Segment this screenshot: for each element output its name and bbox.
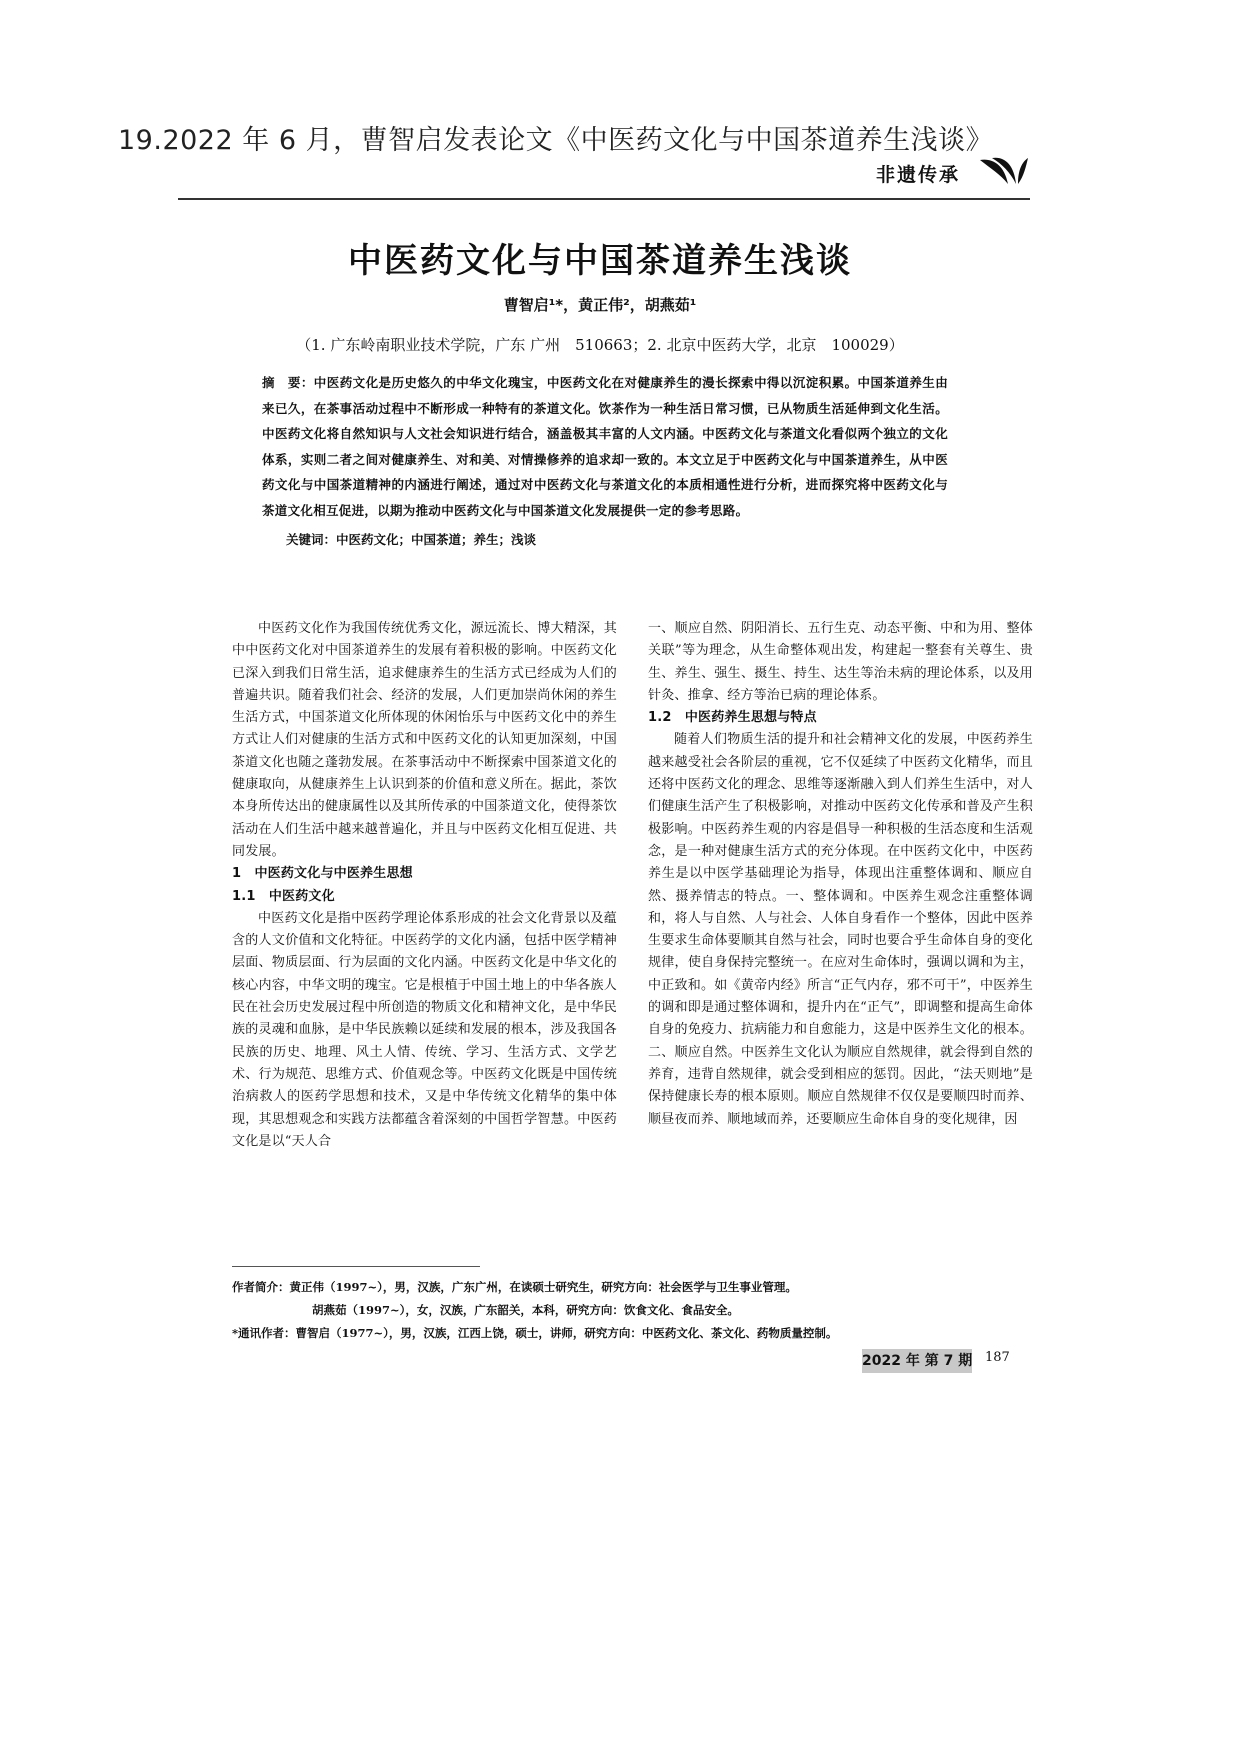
article-affiliation: （1. 广东岭南职业技术学院，广东 广州 510663；2. 北京中医药大学，北京 100029） xyxy=(296,336,904,354)
issue-label: 2022 年 第 7 期 xyxy=(862,1349,972,1373)
footnote-author-2: 胡燕茹（1997~），女，汉族，广东韶关，本科，研究方向：饮食文化、食品安全。 xyxy=(312,1303,739,1317)
section-heading-1-2: 1.2 中医药养生思想与特点 xyxy=(648,710,817,726)
tcm-culture-paragraph: 中医药文化是指中医药学理论体系形成的社会文化背景以及蕴含的人文价值和文化特征。中医药学的文化内涵，包括中医学精神层面、物质层面、行为层面的文化内涵。中医药文化是中华文化的核心内容，中华文明的瑰宝。它是根植于中国土地上的中华各族人民在社会历史发展过程中所创造的物质文化和精神文化，是中华民族的灵魂和血脉，是中华民族赖以延续和发展的根本，涉及我国各民族的历史、地理、风土人情、传统、学习、生活方式、文学艺术、行为规范、思维方式、价值观念等。中医药文化既是中国传统治病救人的医药学思想和技术，又是中华传统文化精华的集中体现，其思想观念和实践方法都蕴含着深刻的中国哲学智慧。中医药文化是以“天人合 xyxy=(232,910,617,1149)
health-preservation-paragraph: 随着人们物质生活的提升和社会精神文化的发展，中医药养生越来越受社会各阶层的重视，它不仅延续了中医药文化精华，而且还将中医药文化的理念、思维等逐渐融入到人们养生生活中，对人们健康生活产生了积极影响，对推动中医药文化传承和普及产生积极影响。中医药养生观的内容是倡导一种积极的生活态度和生活观念，是一种对健康生活方式的充分体现。在中医药文化中，中医药养生是以中医学基础理论为指导，体现出注重整体调和、顺应自然、摄养情志的特点。一、整体调和。中医养生观念注重整体调和，将人与自然、人与社会、人体自身看作一个整体，因此中医养生要求生命体要顺其自然与社会，同时也要合乎生命体自身的变化规律，使自身保持完整统一。在应对生命体时，强调以调和为主，中正致和。如《黄帝内经》所言“正气内存，邪不可干”，中医养生的调和即是通过整体调和，提升内在“正气”，即调整和提高生命体自身的免疫力、抗病能力和自愈能力，这是中医养生文化的根本。二、顺应自然。中医养生文化认为顺应自然规律，就会得到自然的养育，违背自然规律，就会受到相应的惩罚。因此，“法天则地”是保持健康长寿的根本原则。顺应自然规律不仅仅是要顺四时而养、顺昼夜而养、顺地域而养，还要顺应生命体自身的变化规律，因 xyxy=(648,732,1033,1127)
abstract xyxy=(262,370,948,524)
article-title: 中医药文化与中国茶道养生浅谈 xyxy=(348,241,852,281)
footnotes xyxy=(232,1276,1012,1345)
abstract-text: 中医药文化是历史悠久的中华文化瑰宝，中医药文化在对健康养生的漫长探索中得以沉淀积累。中国茶道养生由来已久，在茶事活动过程中不断形成一种特有的茶道文化。饮茶作为一种生活日常习惯，已从物质生活延伸到文化生活。中医药文化将自然知识与人文社会知识进行结合，涵盖极其丰富的人文内涵。中医药文化与茶道文化看似两个独立的文化体系，实则二者之间对健康养生、对和美、对情操修养的追求却一致的。本文立足于中医药文化与中国茶道养生，从中医药文化与中国茶道精神的内涵进行阐述，通过对中医药文化与茶道文化的本质相通性进行分析，进而探究将中医药文化与茶道文化相互促进，以期为推动中医药文化与中国茶道文化发展提供一定的参考思路。 xyxy=(262,375,949,518)
body-column-left xyxy=(232,618,617,1153)
footnote-corresponding: *通讯作者：曹智启（1977~），男，汉族，江西上饶，硕士，讲师，研究方向：中医药文化、茶文化、药物质量控制。 xyxy=(232,1326,838,1340)
intro-paragraph: 中医药文化作为我国传统优秀文化，源远流长、博大精深，其中中医药文化对中国茶道养生的发展有着积极的影响。中医药文化已深入到我们日常生活，追求健康养生的生活方式已经成为人们的普遍共识。随着我们社会、经济的发展，人们更加崇尚休闲的养生生活方式，中国茶道文化所体现的休闲怡乐与中医药文化中的养生方式让人们对健康的生活方式和中医药文化的认知更加深刻，中国茶道文化也随之蓬勃发展。在茶事活动中不断探索中国茶道文化的健康取向，从健康养生上认识到茶的价值和意义所在。据此，茶饮本身所传达出的健康属性以及其所传承的中国茶道文化，使得茶饮活动在人们生活中越来越普遍化，并且与中医药文化相互促进、共同发展。 xyxy=(232,621,617,859)
continued-paragraph: 一、顺应自然、阴阳消长、五行生克、动态平衡、中和为用、整体关联”等为理念，从生命整体观出发，构建起一整套有关尊生、贵生、养生、强生、摄生、持生、达生等治未病的理论体系，以及用针灸、推拿、经方等治已病的理论体系。 xyxy=(648,621,1033,703)
leaf-swirl-icon xyxy=(978,154,1030,188)
page-number: 187 xyxy=(985,1350,1010,1365)
abstract-label: 摘 要： xyxy=(262,375,314,390)
section-heading-1-1: 1.1 中医药文化 xyxy=(232,888,335,904)
keywords-label: 关键词： xyxy=(286,532,337,547)
footnote-author-1: 作者简介：黄正伟（1997~），男，汉族，广东广州，在读硕士研究生，研究方向：社会医学与卫生事业管理。 xyxy=(232,1280,797,1294)
keywords-text: 中医药文化；中国茶道；养生；浅谈 xyxy=(336,532,537,547)
scanned-page xyxy=(170,150,1033,1380)
body-column-right xyxy=(648,618,1033,1131)
section-tag: 非遗传承 xyxy=(875,164,960,186)
footnote-rule xyxy=(232,1266,480,1267)
header-rule xyxy=(178,198,1030,200)
keywords xyxy=(286,530,536,548)
section-heading-1: 1 中医药文化与中医养生思想 xyxy=(232,866,413,882)
figure-caption: 19.2022 年 6 月，曹智启发表论文《中医药文化与中国茶道养生浅谈》 xyxy=(118,125,994,156)
article-authors: 曹智启¹*，黄正伟²，胡燕茹¹ xyxy=(503,296,697,314)
